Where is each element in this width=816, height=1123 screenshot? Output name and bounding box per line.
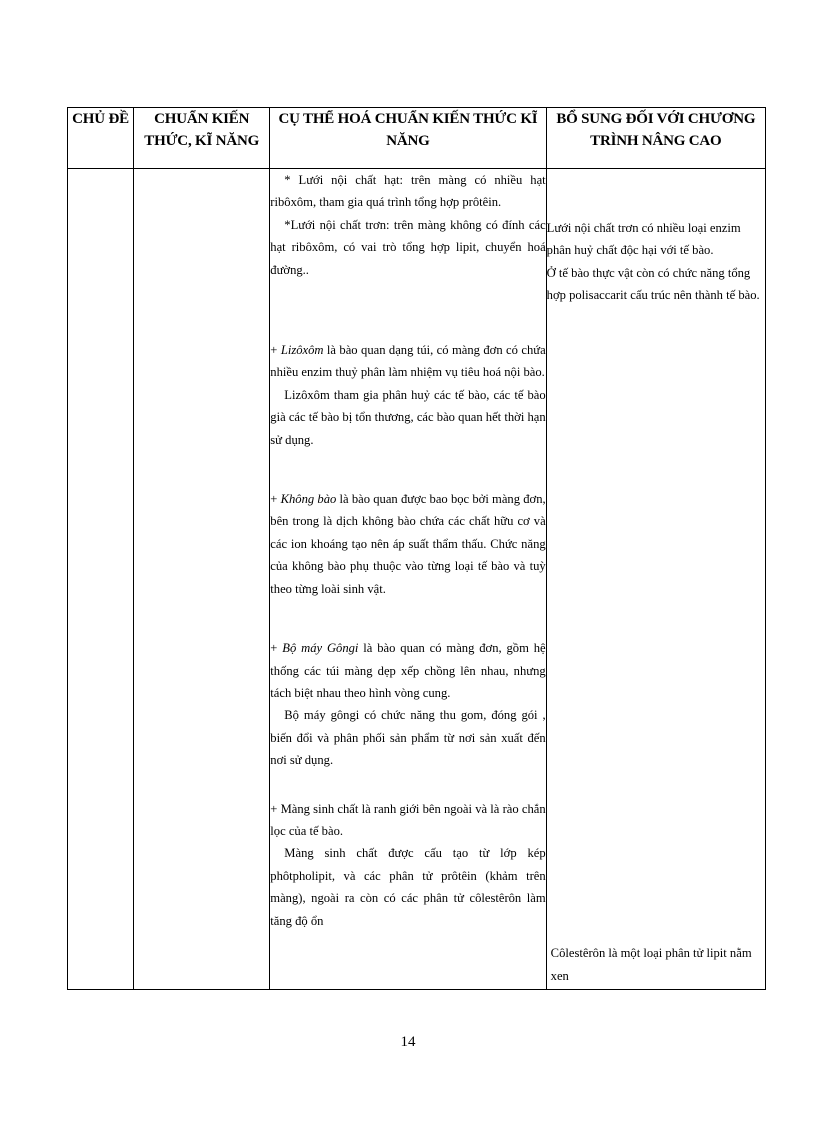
header-specification: CỤ THỂ HOÁ CHUẨN KIẾN THỨC KĨ NĂNG	[270, 108, 546, 169]
page-number: 14	[400, 1034, 416, 1050]
header-row	[68, 108, 766, 169]
para-membrane: + Màng sinh chất là ranh giới bên ngoài và là rào chắn lọc của tế bào.	[270, 801, 546, 838]
term-lysosome: Lizôxôm	[280, 343, 324, 358]
header-standard: CHUẨN KIẾN THỨC, KĨ NĂNG	[134, 108, 270, 169]
header-advanced: BỔ SUNG ĐỐI VỚI CHƯƠNG TRÌNH NÂNG CAO	[546, 108, 765, 169]
para-golgi: + Bộ máy Gôngi là bào quan có màng đơn, gồm hệ thống các túi màng dẹp xếp chồng lên nhau, nhưng tách biệt nhau theo hình vòng cung.	[270, 641, 546, 700]
para-golgi-function: Bộ máy gôngi có chức năng thu gom, đóng gói , biến đổi và phân phối sản phẩm từ nơi sản xuất đến nơi sử dụng.	[270, 708, 546, 768]
para-smooth-er: *Lưới nội chất trơn: trên màng không có đính các hạt ribôxôm, có vai trò tổng hợp lipit, chuyển hoá đường..	[270, 217, 546, 277]
advanced-note-cholesterol: Côlestêrôn là một loại phân tử lipit nằm xen	[550, 946, 752, 983]
cell-standard	[134, 169, 270, 990]
para-lysosome: + Lizôxôm là bào quan dạng túi, có màng đơn có chứa nhiều enzim thuỷ phân làm nhiệm vụ tiêu hoá nội bào.	[270, 343, 546, 380]
advanced-note-plant-cell: Ở tế bào thực vật còn có chức năng tổng hợp polisaccarit cấu trúc nên thành tế bào.	[546, 265, 760, 303]
para-membrane-structure: Màng sinh chất được cấu tạo từ lớp kép phôtpholipit, và các phân tử prôtêin (khảm trên màng), ngoài ra còn có các phân tử côlestêrôn làm tăng độ ổn	[270, 846, 546, 928]
curriculum-table	[67, 107, 766, 990]
content-row	[68, 169, 766, 990]
header-topic: CHỦ ĐỀ	[68, 108, 134, 169]
cell-advanced	[546, 169, 765, 990]
para-vacuole: + Không bào là bào quan được bao bọc bởi màng đơn, bên trong là dịch không bào chứa các chất hữu cơ và các ion khoáng tạo nên áp suất thẩm thấu. Chức năng của không bào phụ thuộc vào từng loại tế bào và tuỳ theo từng loài sinh vật.	[270, 492, 546, 596]
advanced-note-smooth-er: Lưới nội chất trơn có nhiều loại enzim phân huỷ chất độc hại với tế bào.	[546, 221, 741, 258]
term-golgi: Bộ máy Gôngi	[282, 641, 359, 656]
term-vacuole: Không bào	[280, 492, 337, 507]
cell-specification	[270, 169, 546, 990]
para-rough-er: * Lưới nội chất hạt: trên màng có nhiều hạt ribôxôm, tham gia quá trình tổng hợp prôtêin.	[270, 173, 546, 210]
para-lysosome-function: Lizôxôm tham gia phân huỷ các tế bào, các tế bào già các tế bào bị tổn thương, các bào quan hết thời hạn sử dụng.	[270, 387, 546, 447]
cell-topic	[68, 169, 134, 990]
